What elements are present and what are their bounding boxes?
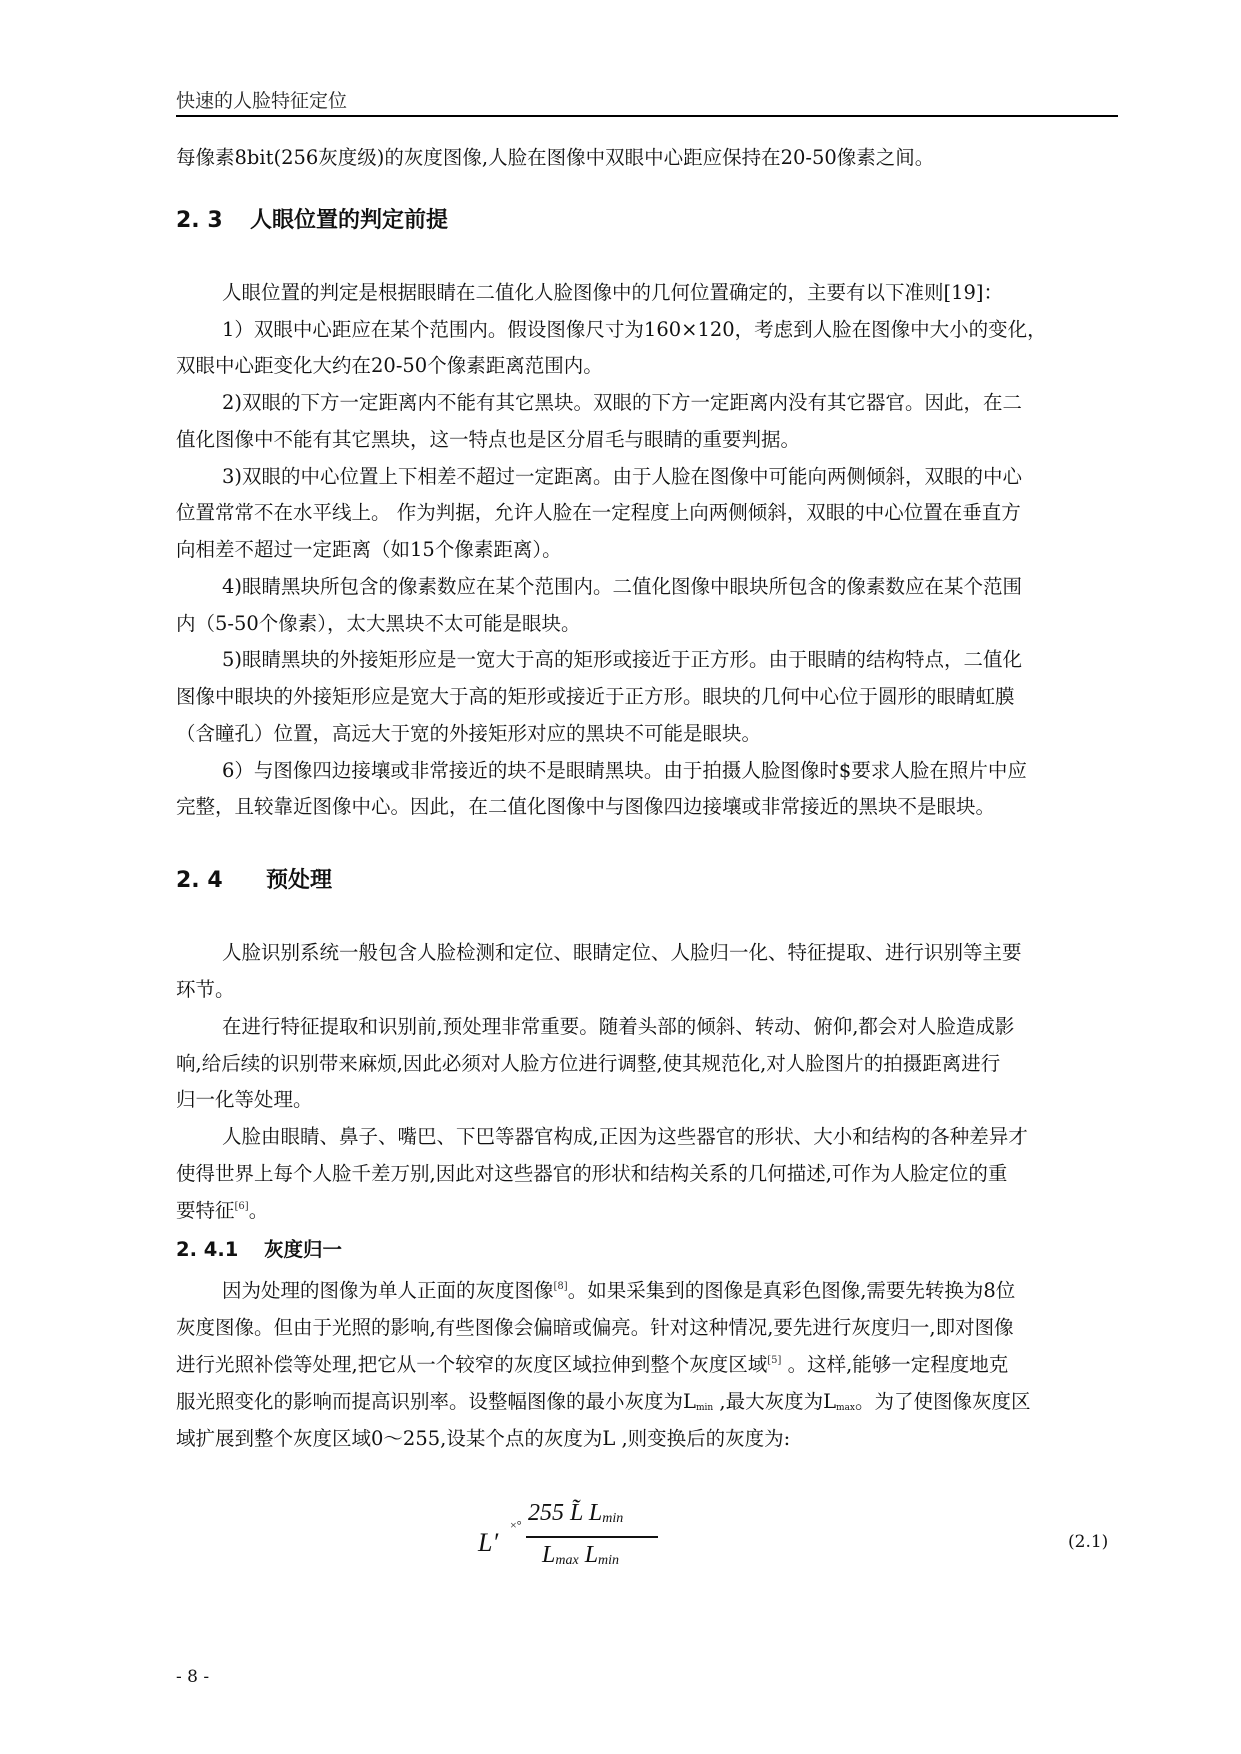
subsection-title: 灰度归一 [264,1238,343,1261]
equation-number: (2.1) [1068,1532,1109,1552]
subscript: min [598,1553,620,1568]
text-run: 要特征 [176,1199,235,1222]
equation-lhs: L′ [478,1528,499,1557]
paragraph-line: （含瞳孔）位置，高远大于宽的外接矩形对应的黑块不可能是眼块。 [176,722,762,745]
denominator-text: L [578,1542,599,1568]
paragraph-line: 灰度图像。但由于光照的影响,有些图像会偏暗或偏亮。针对这种情况,要先进行灰度归一,即对图像 [176,1316,1014,1339]
text-run: 进行光照补偿等处理,把它从一个较窄的灰度区域拉伸到整个灰度区域 [176,1353,768,1376]
fraction-bar [526,1536,658,1538]
subsection-number: 2. 4.1 [176,1238,239,1261]
section-title: 人眼位置的判定前提 [250,208,449,233]
page-number: - 8 - [176,1667,210,1687]
citation-ref: [8] [553,1281,568,1292]
section-number: 2. 3 [176,208,223,233]
paragraph-line: 1）双眼中心距应在某个范围内。假设图像尺寸为160×120，考虑到人脸在图像中大小的变化， [222,318,1047,341]
paragraph-line: 环节。 [176,978,235,1001]
text-run: ,最大灰度为L [713,1390,837,1413]
section-heading-2-3 [176,208,449,233]
paragraph-line: 图像中眼块的外接矩形应是宽大于高的矩形或接近于正方形。眼块的几何中心位于圆形的眼睛虹膜 [176,685,1015,708]
paragraph-line: 响,给后续的识别带来麻烦,因此必须对人脸方位进行调整,使其规范化,对人脸图片的拍摄距离进行 [176,1052,1001,1075]
subsection-heading-2-4-1 [176,1238,343,1261]
equation-numerator [528,1500,623,1527]
paragraph-line [176,1392,1031,1413]
running-header [176,86,1118,116]
subscript: min [602,1511,624,1526]
paragraph-line: 3)双眼的中心位置上下相差不超过一定距离。由于人脸在图像中可能向两侧倾斜，双眼的中心 [222,465,1023,488]
paragraph-line: 2)双眼的下方一定距离内不能有其它黑块。双眼的下方一定距离内没有其它器官。因此，在二 [222,391,1023,414]
paragraph-line: 人眼位置的判定是根据眼睛在二值化人脸图像中的几何位置确定的，主要有以下准则[19]： [222,281,1004,304]
citation-ref: [6] [234,1201,249,1212]
text-run: 。这样,能够一定程度地克 [781,1353,1009,1376]
paragraph-line: 人脸识别系统一般包含人脸检测和定位、眼睛定位、人脸归一化、特征提取、进行识别等主要 [222,941,1022,964]
paragraph-line: 6）与图像四边接壤或非常接近的块不是眼睛黑块。由于拍摄人脸图像时$要求人脸在照片中应 [222,759,1027,782]
equation-operator: ×° [510,1518,522,1532]
paragraph-line [176,1355,1008,1375]
numerator-text: 255 L̃ L [528,1500,603,1526]
paragraph-line: 双眼中心距变化大约在20-50个像素距离范围内。 [176,354,603,377]
paragraph-line: 内（5-50个像素），太大黑块不太可能是眼块。 [176,612,581,635]
text-run: 服光照变化的影响而提高识别率。设整幅图像的最小灰度为L [176,1390,696,1413]
text-run: 。为了使图像灰度区 [855,1390,1031,1413]
text-run: 因为处理的图像为单人正面的灰度图像 [222,1279,554,1302]
paragraph-line: 人脸由眼睛、鼻子、嘴巴、下巴等器官构成,正因为这些器官的形状、大小和结构的各种差异才 [222,1125,1028,1148]
subscript: min [695,1403,714,1413]
subscript: max [836,1403,856,1413]
header-title: 快速的人脸特征定位 [176,90,348,112]
text-run: 。 [248,1199,269,1222]
paragraph-line: 5)眼睛黑块的外接矩形应是一宽大于高的矩形或接近于正方形。由于眼睛的结构特点，二值化 [222,648,1023,671]
equation-2-1 [470,1500,700,1580]
section-title: 预处理 [266,868,333,893]
denominator-text: L [542,1542,556,1568]
intro-line: 每像素8bit(256灰度级)的灰度图像,人脸在图像中双眼中心距应保持在20-50像素之间。 [176,146,935,169]
text-run: 。如果采集到的图像是真彩色图像,需要先转换为8位 [567,1279,1016,1302]
subscript: max [555,1553,579,1568]
paragraph-line: 域扩展到整个灰度区域0～255,设某个点的灰度为L ,则变换后的灰度为: [176,1427,791,1450]
paragraph-line [176,1201,268,1221]
citation-ref: [5] [767,1355,782,1366]
header-rule [176,115,1118,117]
paragraph-line: 4)眼睛黑块所包含的像素数应在某个范围内。二值化图像中眼块所包含的像素数应在某个范围 [222,575,1023,598]
paragraph-line: 位置常常不在水平线上。 作为判据，允许人脸在一定程度上向两侧倾斜，双眼的中心位置在垂直方 [176,501,1021,524]
section-number: 2. 4 [176,868,223,893]
paragraph-line: 向相差不超过一定距离（如15个像素距离）。 [176,538,562,561]
equation-denominator [542,1542,619,1569]
paragraph-line: 在进行特征提取和识别前,预处理非常重要。随着头部的倾斜、转动、俯仰,都会对人脸造成影 [222,1015,1015,1038]
section-heading-2-4 [176,868,333,893]
paragraph-line: 值化图像中不能有其它黑块，这一特点也是区分眉毛与眼睛的重要判据。 [176,428,801,451]
paragraph-line: 使得世界上每个人脸千差万别,因此对这些器官的形状和结构关系的几何描述,可作为人脸定位的重 [176,1162,1008,1185]
paragraph-line: 归一化等处理。 [176,1088,313,1111]
paragraph-line [222,1281,1015,1301]
paragraph-line: 完整，且较靠近图像中心。因此，在二值化图像中与图像四边接壤或非常接近的黑块不是眼块。 [176,795,996,818]
